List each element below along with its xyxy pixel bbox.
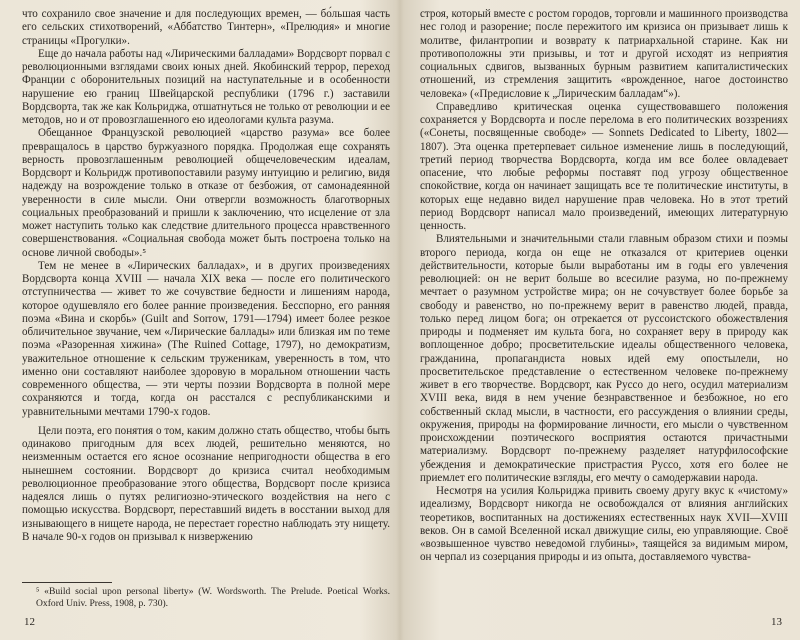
footnote-rule [22, 582, 112, 583]
footnote-text: ⁵ «Build social upon personal liberty» (W. Wordsworth. The Prelude. Poetical Works. Oxford Univ. Press, 1908, p. 730). [36, 586, 390, 609]
paragraph: Обещанное Французской революцией «царство разума» все более превращалось в царство буржуазного порядка. Продолжая еще сохранять верность провозглашенным революцией общечеловеческим идеалам, Вордсворт и Кольридж противопоставили разуму интуицию и религию, видя надежду на возрождение только в отказе от безбожия, от самонадеянной уверенности в силе мысли. Они отвергли возможность благотворных социальных преобразований и пришли к заключению, что исцеление от зла может наступить только как следствие длительного процесса нравственного совершенствования. «Социальная свобода может быть построена только на основе личной свободы».⁵ [22, 127, 390, 259]
left-page-body [22, 8, 390, 544]
paragraph: Несмотря на усилия Кольриджа привить своему другу вкус к «чистому» идеализму, Вордсворт никогда не освобождался от влияния английских теоретиков, воспитанных на достижениях естественных наук XVII—XVIII веков. Он в самой Вселенной искал движущие силы, ею управляющие. Своё «возвышенное чувство неведомой глубины», таящейся за видимым миром, он черпал из созерцания природы и из опыта, доставляемого чувства- [420, 485, 788, 564]
page-number: 13 [771, 616, 782, 628]
paragraph: Тем не менее в «Лирических балладах», и в других произведениях Вордсворта конца XVIII — начала XIX века — после его политического отступничества — живет то же сочувствие бедности и лишениям народа, которое одушевляло его более ранние произведения. Бесспорно, его ранняя поэма «Вина и скорбь» (Guilt and Sorrow, 1791—1794) имеет более резкое обличительное звучание, чем «Лирические баллады» или близкая им по теме поэма «Разоренная хижина» (The Ruined Cottage, 1797), но демократизм, уважительное отношение к сельским труженикам, уверенность в том, что именно они составляют наиболее здоровую в моральном отношении часть современного общества, — эти черты поэзии Вордсворта в полной мере сохраняются и тогда, когда он расстался с республиканскими и уравнительными мечтами 1790-х годов. [22, 259, 390, 418]
page-number: 12 [24, 616, 35, 628]
paragraph: Справедливо критическая оценка существовавшего положения сохраняется у Вордсворта и после перелома в его политических воззрениях («Сонеты, посвященные свободе» — Sonnets Dedicated to Liberty, 1802—1807). Эта оценка претерпевает сильное изменение лишь в последующий, третий период творчества Вордсворта, когда им все более овладевает опасение, что любые реформы поставят под угрозу общественное спокойствие, когда он начинает защищать все те политические институты, в которых еще недавно видел нарушение прав человека. Но в этот третий период Вордсворт написал мало произведений, имеющих литературную ценность. [420, 100, 788, 232]
right-page-body [420, 8, 788, 565]
paragraph: Влиятельными и значительными стали главным образом стихи и поэмы второго периода, когда он еще не отказался от критериев оценки действительности, которые были выработаны им в годы его увлечения революцией: он не верит больше во всесилие разума, но по-прежнему мечтает о разумном устройстве мира; он не сочувствует более борьбе за свободу и равенство, но по-прежнему верит в равенство людей, правда, только перед лицом бога; он отрекается от руссоистского обожествления природы и подменяет им культа бога, но сохраняет веру в природу как воплощенное добро; просветительские идеалы общественного человека, гражданина, пропагандиста новых идей ему опостылели, но просветительское представление о естественном человеке по-прежнему живет в его творчестве. Вордсворт, как Руссо до него, осудил материализм XVIII века, видя в нем учение безнравственное и безбожное, но его собственный склад мысли, в частности, его рассуждения о влиянии среды, окружения, природы на формирование личности, его мысли о чувственном происхождении поэтического восприятия остаются причастными материализму. Вордсворт по-прежнему разделяет натурфилософские убеждения и демократические пристрастия Руссо, хотя его более не приемлет его политические взгляды, его мечту о самодержавии народа. [420, 233, 788, 484]
right-page [400, 0, 800, 640]
paragraph: Еще до начала работы над «Лирическими балладами» Вордсворт порвал с революционными взглядами своих юных дней. Якобинский террор, переход Франции с оборонительных позиций на наступательные и в особенности нарушение ею границ Швейцарской республики (1796 г.) заставили Вордсворта, так же как Кольриджа, отшатнуться не только от революции и ее методов, но и от провозглашенного ею идеологами культа разума. [22, 47, 390, 126]
footnote [22, 586, 390, 609]
paragraph: Цели поэта, его понятия о том, каким должно стать общество, чтобы быть одинаково пригодным для всех людей, решительно меняются, но неизменным остается его ясное осознание непригодности общества в его нынешнем состоянии. Вордсворт до кризиса считал необходимым революционное преобразование этого общества, Вордсворт после кризиса надеялся лишь о путях религиозно-этического воздействия на него с помощью искусства. Вордсворт, переставший видеть в восстании выход для изнывающего в нищете народа, не перестает горестно наблюдать эту нищету. В начале 90-х годов он призывал к низвержению [22, 424, 390, 543]
paragraph: что сохранило свое значение и для последующих времен, — бо́льшая часть его сельских стихотворений, «Аббатство Тинтерн», «Прелюдия» и многие страницы «Прогулки». [22, 8, 390, 47]
paragraph: строя, который вместе с ростом городов, торговли и машинного производства нес голод и разорение; после пережитого им кризиса он призывает лишь к молитве, филантропии и возврату к патриархальной старине. Как ни противоположны эти призывы, и тот и другой исходят из неприятия социальных сдвигов, вызванных бурным развитием капиталистических отношений, из стремления защитить «врожденное, нагое достоинство человека» («Предисловие к „Лирическим балладам“»). [420, 8, 788, 100]
